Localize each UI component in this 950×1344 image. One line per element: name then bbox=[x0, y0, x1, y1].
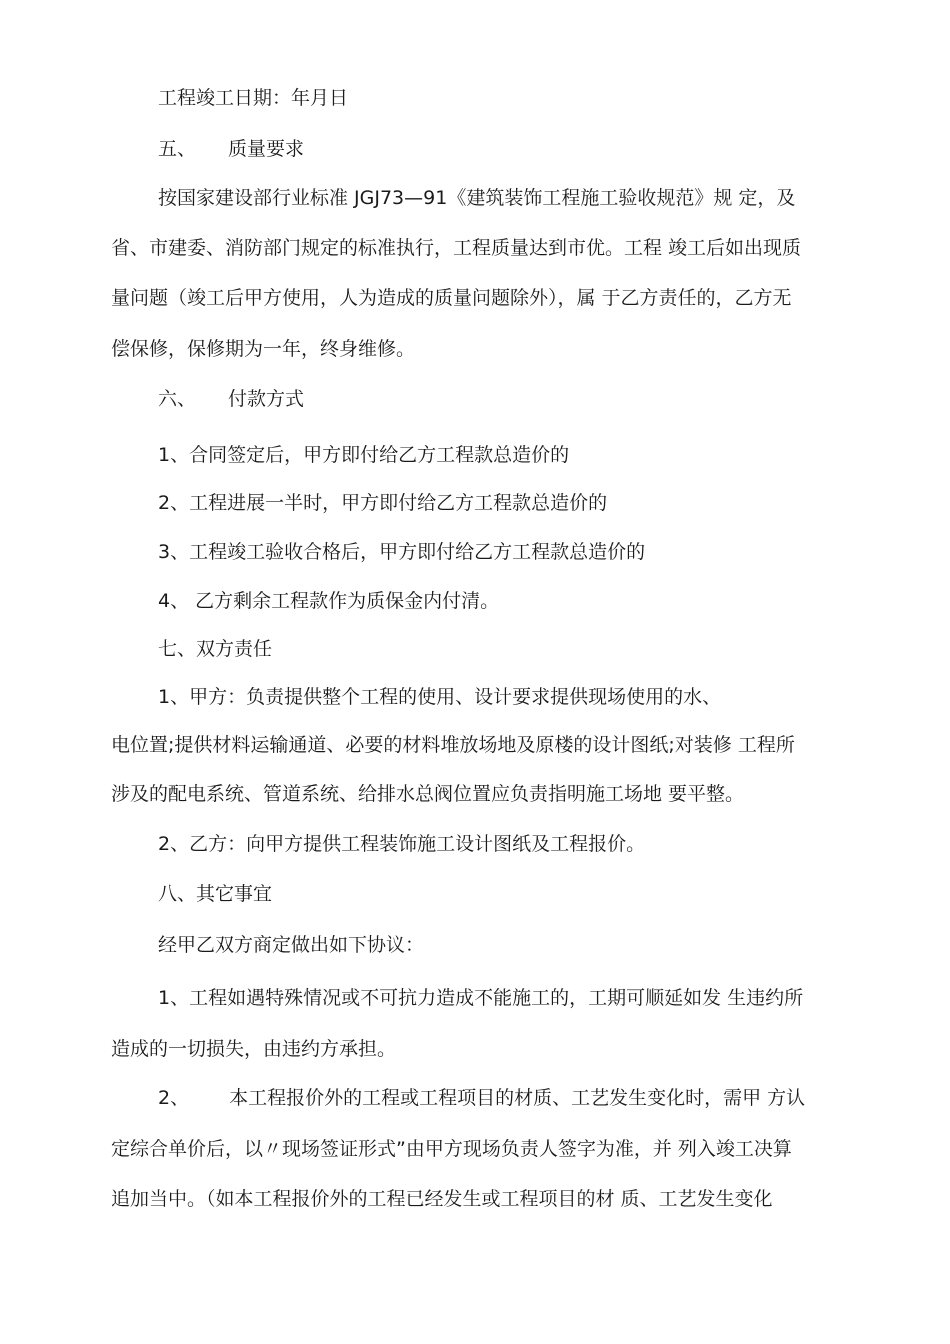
section-6-title: 付款方式 bbox=[228, 388, 305, 410]
quality-paragraph-line-4: 偿保修，保修期为一年，终身维修。 bbox=[111, 338, 416, 360]
section-6-number: 六、 bbox=[158, 388, 197, 410]
section-5-heading bbox=[158, 137, 304, 161]
agreement-intro: 经甲乙双方商定做出如下协议： bbox=[158, 934, 425, 956]
agreement-item-2-number: 2、 bbox=[158, 1087, 190, 1109]
party-a-line-2: 电位置;提供材料运输通道、必要的材料堆放场地及原楼的设计图纸;对装修 工程所 bbox=[111, 734, 795, 756]
agreement-item-1-line-2: 造成的一切损失，由违约方承担。 bbox=[111, 1038, 397, 1060]
party-a-line-3: 涉及的配电系统、管道系统、给排水总阀位置应负责指明施工场地 要平整。 bbox=[111, 783, 745, 805]
section-8-heading: 八、其它事宜 bbox=[158, 883, 273, 905]
completion-date-line: 工程竣工日期：年月日 bbox=[158, 87, 349, 109]
agreement-item-2-line-3: 追加当中。（如本工程报价外的工程已经发生或工程项目的材 质、工艺发生变化 bbox=[111, 1188, 773, 1210]
agreement-item-1-line-1: 1、工程如遇特殊情况或不可抗力造成不能施工的，工期可顺延如发 生违约所 bbox=[158, 987, 804, 1009]
agreement-item-2-line-1 bbox=[158, 1086, 805, 1110]
payment-item-2: 2、工程进展一半时，甲方即付给乙方工程款总造价的 bbox=[158, 492, 608, 514]
quality-paragraph-line-3: 量问题（竣工后甲方使用，人为造成的质量问题除外），属 于乙方责任的，乙方无 bbox=[111, 287, 792, 309]
section-6-heading bbox=[158, 387, 304, 411]
payment-item-3: 3、工程竣工验收合格后，甲方即付给乙方工程款总造价的 bbox=[158, 541, 646, 563]
payment-item-1: 1、合同签定后，甲方即付给乙方工程款总造价的 bbox=[158, 444, 570, 466]
payment-item-4: 4、 乙方剩余工程款作为质保金内付清。 bbox=[158, 590, 500, 612]
section-5-number: 五、 bbox=[158, 138, 197, 160]
section-5-title: 质量要求 bbox=[228, 138, 305, 160]
party-a-line-1: 1、甲方：负责提供整个工程的使用、设计要求提供现场使用的水、 bbox=[158, 686, 722, 708]
agreement-item-2-line-2: 定综合单价后，以〃现场签证形式”由甲方现场负责人签字为准，并 列入竣工决算 bbox=[111, 1138, 792, 1160]
quality-paragraph-line-2: 省、市建委、消防部门规定的标准执行，工程质量达到市优。工程 竣工后如出现质 bbox=[111, 237, 802, 259]
quality-paragraph-line-1: 按国家建设部行业标准 JGJ73—91《建筑装饰工程施工验收规范》规 定，及 bbox=[158, 187, 796, 209]
section-7-heading: 七、双方责任 bbox=[158, 638, 273, 660]
party-b-line: 2、乙方：向甲方提供工程装饰施工设计图纸及工程报价。 bbox=[158, 833, 646, 855]
agreement-item-2-text: 本工程报价外的工程或工程项目的材质、工艺发生变化时，需甲 方认 bbox=[229, 1087, 806, 1109]
